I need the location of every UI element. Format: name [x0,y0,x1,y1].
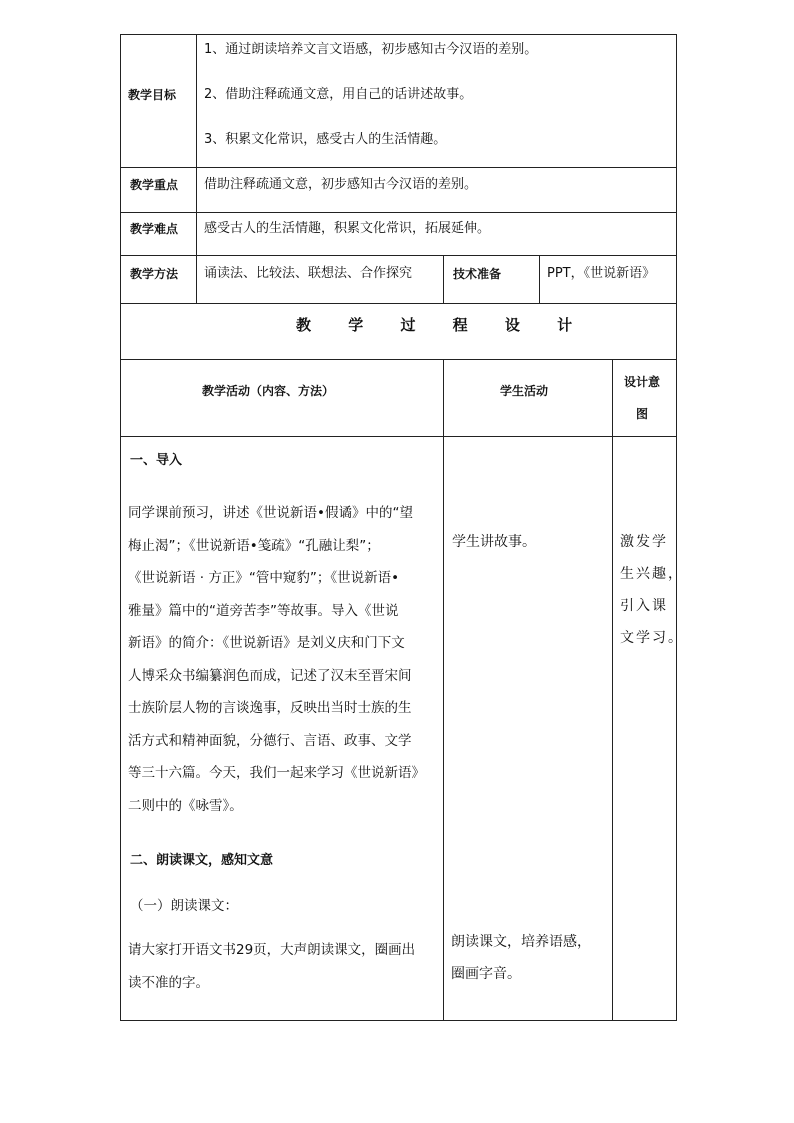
row-divider [120,212,677,213]
student-line: 圈画字音。 [451,966,521,982]
column-divider [443,255,444,304]
section1-design-intent [620,526,684,654]
tech-label: 技术准备 [453,267,502,281]
intent-line: 生兴趣， [620,566,684,582]
row-divider [120,255,677,256]
objective-item: 1、通过朗读培养文言文语感，初步感知古今汉语的差别。 [204,42,538,57]
paragraph-line: 读不准的字。 [128,974,209,991]
column-divider [612,359,613,1021]
section2-student-activity [451,926,591,990]
section1-paragraph [128,497,425,822]
objectives-label: 教学目标 [128,88,177,102]
paragraph-line: 雅量》篇中的“道旁苦李”等故事。导入《世说 [128,602,399,619]
column-divider [539,255,540,304]
paragraph-line: 请大家打开语文书29页，大声朗读课文，圈画出 [128,942,416,958]
objective-item: 2、借助注释疏通文意，用自己的话讲述故事。 [204,87,473,102]
table-border-bottom [120,1020,677,1021]
column-divider [196,34,197,304]
column-divider [443,359,444,1021]
paragraph-line: 新语》的简介：《世说新语》是刘义庆和门下文 [128,635,405,651]
row-divider [120,303,677,304]
key-points-text: 借助注释疏通文意，初步感知古今汉语的差别。 [204,177,478,192]
paragraph-line: 同学课前预习，讲述《世说新语•假谲》中的“望 [128,505,413,521]
paragraph-line: 活方式和精神面貌，分德行、言语、政事、文学 [128,732,412,749]
intent-line: 激发学 [620,534,668,550]
methods-label: 教学方法 [130,267,179,281]
section2-heading: 二、朗读课文，感知文意 [130,853,274,868]
intent-line: 文学习。 [620,630,684,646]
key-points-label: 教学重点 [130,178,179,192]
table-border-top [120,34,677,35]
table-border-left [120,34,121,1021]
tech-text: PPT，《世说新语》 [547,266,656,281]
paragraph-line: 《世说新语 · 方正》“管中窥豹”；《世说新语• [128,570,400,586]
paragraph-line: 梅止渴”；《世说新语•笺疏》“孔融让梨”； [128,537,380,554]
paragraph-line: 二则中的《咏雪》。 [128,797,243,814]
section2-paragraph [128,934,415,999]
row-divider [120,167,677,168]
column-header-intent-line: 图 [636,407,649,421]
process-title: 教 学 过 程 设 计 [296,316,589,334]
methods-text: 诵读法、比较法、联想法、合作探究 [204,266,413,281]
intent-line: 引入课 [620,598,668,614]
column-header-intent-line: 设计意 [624,375,661,389]
row-divider [120,436,677,437]
difficulties-text: 感受古人的生活情趣，积累文化常识，拓展延伸。 [204,221,491,236]
section1-student-activity: 学生讲故事。 [452,534,536,550]
paragraph-line: 人博采众书编纂润色而成，记述了汉末至晋宋间 [128,667,412,684]
column-header-intent [624,366,660,430]
paragraph-line: 士族阶层人物的言谈逸事，反映出当时士族的生 [128,700,412,716]
paragraph-line: 等三十六篇。今天，我们一起来学习《世说新语》 [128,765,425,781]
column-header-teaching: 教学活动（内容、方法） [202,384,335,398]
column-header-student: 学生活动 [500,384,549,398]
student-line: 朗读课文，培养语感， [451,934,591,950]
difficulties-label: 教学难点 [130,222,179,236]
row-divider [120,359,677,360]
section1-heading: 一、导入 [130,453,183,468]
objective-item: 3、积累文化常识，感受古人的生活情趣。 [204,132,447,147]
section2-subheading: （一）朗读课文： [130,898,238,914]
